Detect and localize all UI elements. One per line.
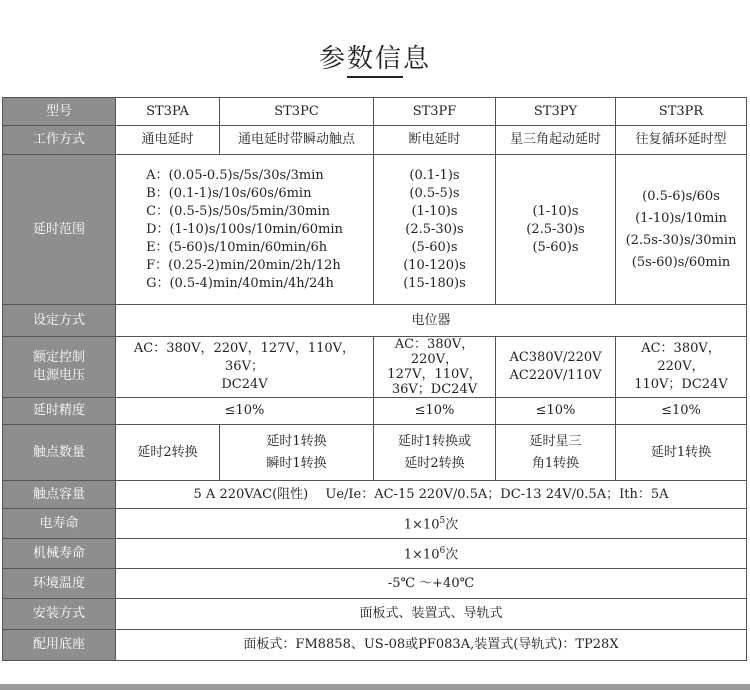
mech-life-unit: 次 — [445, 547, 459, 563]
setting-value: 电位器 — [116, 305, 747, 337]
accuracy-py: ≤10% — [496, 398, 616, 425]
mode-pr: 往复循环延时型 — [616, 126, 747, 155]
voltage-pr: AC：380V，220V， 110V；DC24V — [616, 337, 747, 398]
voltage-py: AC380V/220V AC220V/110V — [496, 337, 616, 398]
label-voltage: 额定控制 电源电压 — [3, 337, 116, 398]
label-socket: 配用底座 — [3, 630, 116, 661]
label-delay-range: 延时范围 — [3, 155, 116, 305]
label-accuracy: 延时精度 — [3, 398, 116, 425]
label-install: 安装方式 — [3, 599, 116, 630]
delay-range-pf: (0.1-1)s (0.5-5)s (1-10)s (2.5-30)s (5-60)s (10-120)s (15-180)s — [374, 155, 496, 305]
accuracy-pf: ≤10% — [374, 398, 496, 425]
title-underline — [347, 76, 403, 78]
elec-life-exp: 5 — [439, 516, 446, 527]
row-setting — [3, 305, 747, 337]
elec-life-base: 1×10 — [403, 517, 440, 533]
row-socket — [3, 630, 747, 661]
model-pa: ST3PA — [116, 98, 220, 126]
delay-line-d: D：(1-10)s/100s/10min/60min — [146, 221, 343, 237]
label-mode: 工作方式 — [3, 126, 116, 155]
row-voltage — [3, 337, 747, 398]
delay-line-f: F：(0.25-2)min/20min/2h/12h — [146, 257, 341, 273]
delay-line-e: E：(5-60)s/10min/60min/6h — [146, 239, 328, 255]
label-temperature: 环境温度 — [3, 569, 116, 599]
row-capacity — [3, 481, 747, 509]
label-setting: 设定方式 — [3, 305, 116, 337]
model-pr: ST3PR — [616, 98, 747, 126]
delay-line-a: A：(0.05-0.5)s/5s/30s/3min — [146, 167, 324, 183]
accuracy-pa-pc: ≤10% — [116, 398, 374, 425]
voltage-pf: AC：380V，220V， 127V，110V， 36V；DC24V — [374, 337, 496, 398]
elec-life-value — [116, 509, 747, 539]
label-capacity: 触点容量 — [3, 481, 116, 509]
contacts-pf: 延时1转换或 延时2转换 — [374, 425, 496, 481]
row-mech-life — [3, 539, 747, 569]
model-pf: ST3PF — [374, 98, 496, 126]
row-model — [3, 98, 747, 126]
voltage-pa-pc: AC：380V，220V，127V，110V，36V； DC24V — [116, 337, 374, 398]
contacts-py: 延时星三 角1转换 — [496, 425, 616, 481]
mode-pf: 断电延时 — [374, 126, 496, 155]
delay-line-c: C：(0.5-5)s/50s/5min/30min — [146, 203, 331, 219]
capacity-value: 5 A 220VAC(阻性) Ue/Ie：AC-15 220V/0.5A；DC-13 24V/0.5A；Ith：5A — [116, 481, 747, 509]
socket-value: 面板式：FM8858、US-08或PF083A,装置式(导轨式)：TP28X — [116, 630, 747, 661]
elec-life-unit: 次 — [445, 517, 459, 533]
page-title: 参数信息 — [318, 44, 431, 74]
row-install — [3, 599, 747, 630]
mech-life-exp: 6 — [439, 546, 446, 557]
label-elec-life: 电寿命 — [3, 509, 116, 539]
model-pc: ST3PC — [220, 98, 374, 126]
delay-line-g: G：(0.5-4)min/40min/4h/24h — [146, 275, 334, 291]
delay-range-pa-pc — [116, 155, 374, 305]
temperature-value: -5℃ ～+40℃ — [116, 569, 747, 599]
row-delay-range — [3, 155, 747, 305]
mech-life-base: 1×10 — [403, 547, 440, 563]
spec-table — [2, 97, 747, 661]
label-mech-life: 机械寿命 — [3, 539, 116, 569]
row-elec-life — [3, 509, 747, 539]
row-contacts — [3, 425, 747, 481]
contacts-pr: 延时1转换 — [616, 425, 747, 481]
install-value: 面板式、装置式、导轨式 — [116, 599, 747, 630]
mode-pa: 通电延时 — [116, 126, 220, 155]
contacts-pc: 延时1转换 瞬时1转换 — [220, 425, 374, 481]
delay-range-py: (1-10)s (2.5-30)s (5-60)s — [496, 155, 616, 305]
row-accuracy — [3, 398, 747, 425]
mode-pc: 通电延时带瞬动触点 — [220, 126, 374, 155]
delay-line-b: B：(0.1-1)s/10s/60s/6min — [146, 185, 312, 201]
mech-life-value — [116, 539, 747, 569]
label-model: 型号 — [3, 98, 116, 126]
row-mode — [3, 126, 747, 155]
label-contacts: 触点数量 — [3, 425, 116, 481]
accuracy-pr: ≤10% — [616, 398, 747, 425]
row-temperature — [3, 569, 747, 599]
model-py: ST3PY — [496, 98, 616, 126]
bottom-divider — [0, 684, 750, 690]
delay-range-pr: (0.5-6)s/60s (1-10)s/10min (2.5s-30)s/30min (5s-60)s/60min — [616, 155, 747, 305]
mode-py: 星三角起动延时 — [496, 126, 616, 155]
contacts-pa: 延时2转换 — [116, 425, 220, 481]
